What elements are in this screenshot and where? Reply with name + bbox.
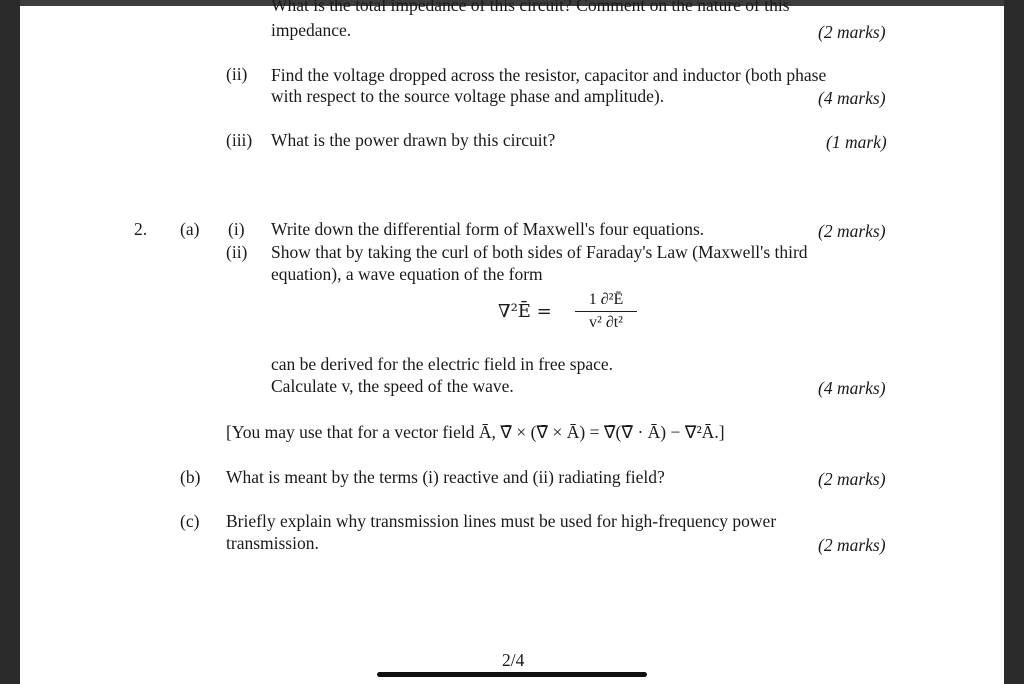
q2-a-i-label: (i) xyxy=(228,219,245,239)
q2-number: 2. xyxy=(134,219,148,239)
q2-a-ii-label: (ii) xyxy=(226,242,248,262)
q2-b-label: (b) xyxy=(180,467,201,487)
q2-a-ii-text-line4: Calculate v, the speed of the wave. xyxy=(271,376,514,396)
wave-equation-numerator: 1 ∂²Ē xyxy=(588,291,624,308)
q2-b-marks: (2 marks) xyxy=(818,469,886,489)
q1-iii-label: (iii) xyxy=(226,130,253,150)
q2-a-label: (a) xyxy=(180,219,200,239)
q1-i-marks: (2 marks) xyxy=(818,22,886,42)
q2-a-i-text: Write down the differential form of Maxwell's four equations. xyxy=(271,219,705,239)
q1-ii-text-line1: Find the voltage dropped across the resistor, capacitor and inductor (both phase xyxy=(271,65,827,85)
q1-i-continuation: impedance. xyxy=(271,20,352,40)
q1-iii-text: What is the power drawn by this circuit? xyxy=(271,130,556,150)
vector-identity-hint: [You may use that for a vector field Ā, ∇̄ × (∇̄ × Ā) = ∇̄(∇̄ · Ā) − ∇²Ā.] xyxy=(226,422,725,442)
q2-c-text-line2: transmission. xyxy=(226,533,319,553)
q2-a-ii-marks: (4 marks) xyxy=(818,378,886,398)
home-indicator-bar[interactable] xyxy=(377,672,647,677)
q2-a-ii-text-line3: can be derived for the electric field in free space. xyxy=(271,354,614,374)
wave-equation-lhs: ∇²Ē = xyxy=(498,301,552,322)
q1-ii-text-line2: with respect to the source voltage phase and amplitude). xyxy=(271,86,665,106)
q2-a-ii-text-line1: Show that by taking the curl of both sides of Faraday's Law (Maxwell's third xyxy=(271,242,808,262)
cut-off-question-line: What is the total impedance of this circuit? Comment on the nature of this xyxy=(271,0,790,15)
document-page xyxy=(20,0,1004,684)
q2-c-label: (c) xyxy=(180,511,200,531)
q2-a-ii-text-line2: equation), a wave equation of the form xyxy=(271,264,543,284)
q2-b-text: What is meant by the terms (i) reactive and (ii) radiating field? xyxy=(226,467,665,487)
q1-ii-label: (ii) xyxy=(226,64,248,84)
q1-iii-marks: (1 mark) xyxy=(826,132,887,152)
wave-equation-fraction xyxy=(575,290,637,333)
fraction-bar xyxy=(575,311,637,312)
wave-equation-denominator: v² ∂t² xyxy=(589,314,623,332)
left-edge xyxy=(0,0,20,684)
q1-ii-marks: (4 marks) xyxy=(818,88,886,108)
page-number: 2/4 xyxy=(502,650,525,670)
right-edge xyxy=(1004,0,1024,684)
q2-a-i-marks: (2 marks) xyxy=(818,221,886,241)
q2-c-text-line1: Briefly explain why transmission lines must be used for high-frequency power xyxy=(226,511,777,531)
q2-c-marks: (2 marks) xyxy=(818,535,886,555)
